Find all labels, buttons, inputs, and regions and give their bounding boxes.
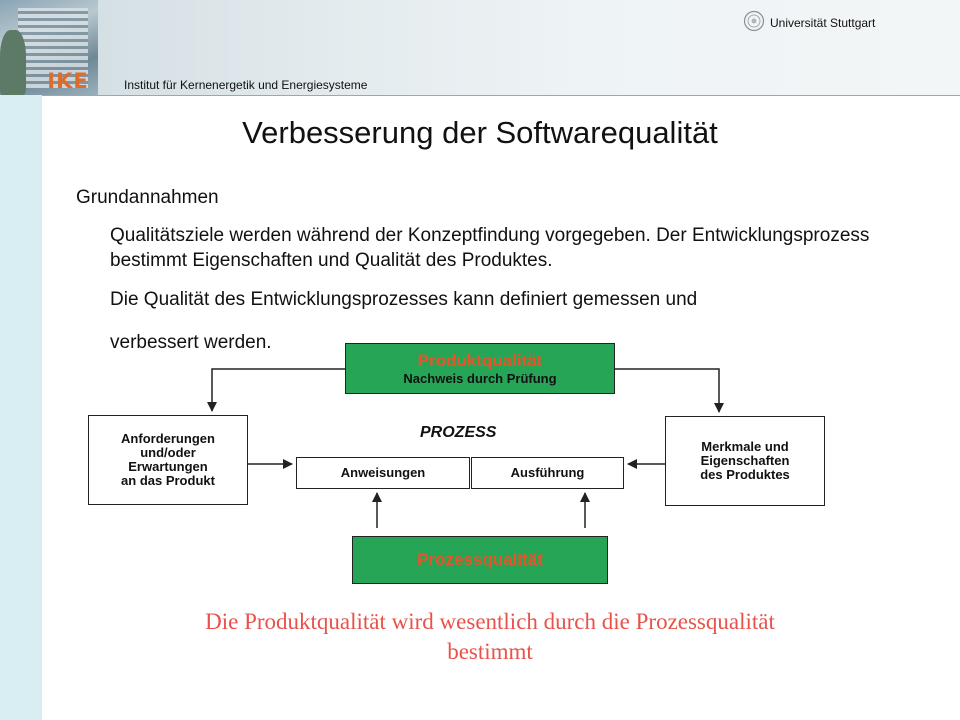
subheading: Grundannahmen xyxy=(76,187,219,208)
conclusion-line-1: Die Produktqualität wird wesentlich durch die Prozessqualität xyxy=(205,609,775,634)
features-line: des Produktes xyxy=(700,467,790,482)
ike-logo: IKE xyxy=(47,69,89,93)
process-label: PROZESS xyxy=(420,424,497,441)
arrow-product-to-requirements xyxy=(212,369,345,411)
product-quality-subtitle: Nachweis durch Prüfung xyxy=(403,370,557,386)
features-line: Merkmale und xyxy=(701,439,789,454)
paragraph-2-line-1: Die Qualität des Entwicklungsprozesses kann definiert gemessen und xyxy=(110,289,698,310)
institute-name: Institut für Kernenergetik und Energiesysteme xyxy=(124,78,368,92)
process-quality-title: Prozessqualität xyxy=(417,550,543,569)
requirements-line: an das Produkt xyxy=(121,473,215,488)
requirements-line: und/oder xyxy=(140,445,196,460)
requirements-line: Erwartungen xyxy=(128,459,208,474)
features-line: Eigenschaften xyxy=(700,453,790,468)
requirements-line: Anforderungen xyxy=(121,431,215,446)
slide-title: Verbesserung der Softwarequalität xyxy=(242,115,718,150)
conclusion-text xyxy=(0,607,960,667)
execution-box xyxy=(471,457,624,489)
requirements-box xyxy=(88,415,248,505)
instructions-box xyxy=(296,457,470,489)
product-quality-title: Produktqualität xyxy=(417,350,543,370)
product-quality-box xyxy=(345,343,615,394)
instructions-label: Anweisungen xyxy=(340,465,426,480)
process-quality-box xyxy=(352,536,608,584)
execution-label: Ausführung xyxy=(510,465,585,480)
university-name: Universität Stuttgart xyxy=(770,16,876,30)
features-box xyxy=(665,416,825,506)
arrow-product-to-features xyxy=(615,369,719,412)
paragraph-2-line-2: verbessert werden. xyxy=(110,332,272,353)
conclusion-line-2: bestimmt xyxy=(447,639,533,664)
paragraph-1: Qualitätsziele werden während der Konzeptfindung vorgegeben. Der Entwicklungsprozess bestimmt Eigenschaften und Qualität des Produktes. xyxy=(110,225,870,271)
